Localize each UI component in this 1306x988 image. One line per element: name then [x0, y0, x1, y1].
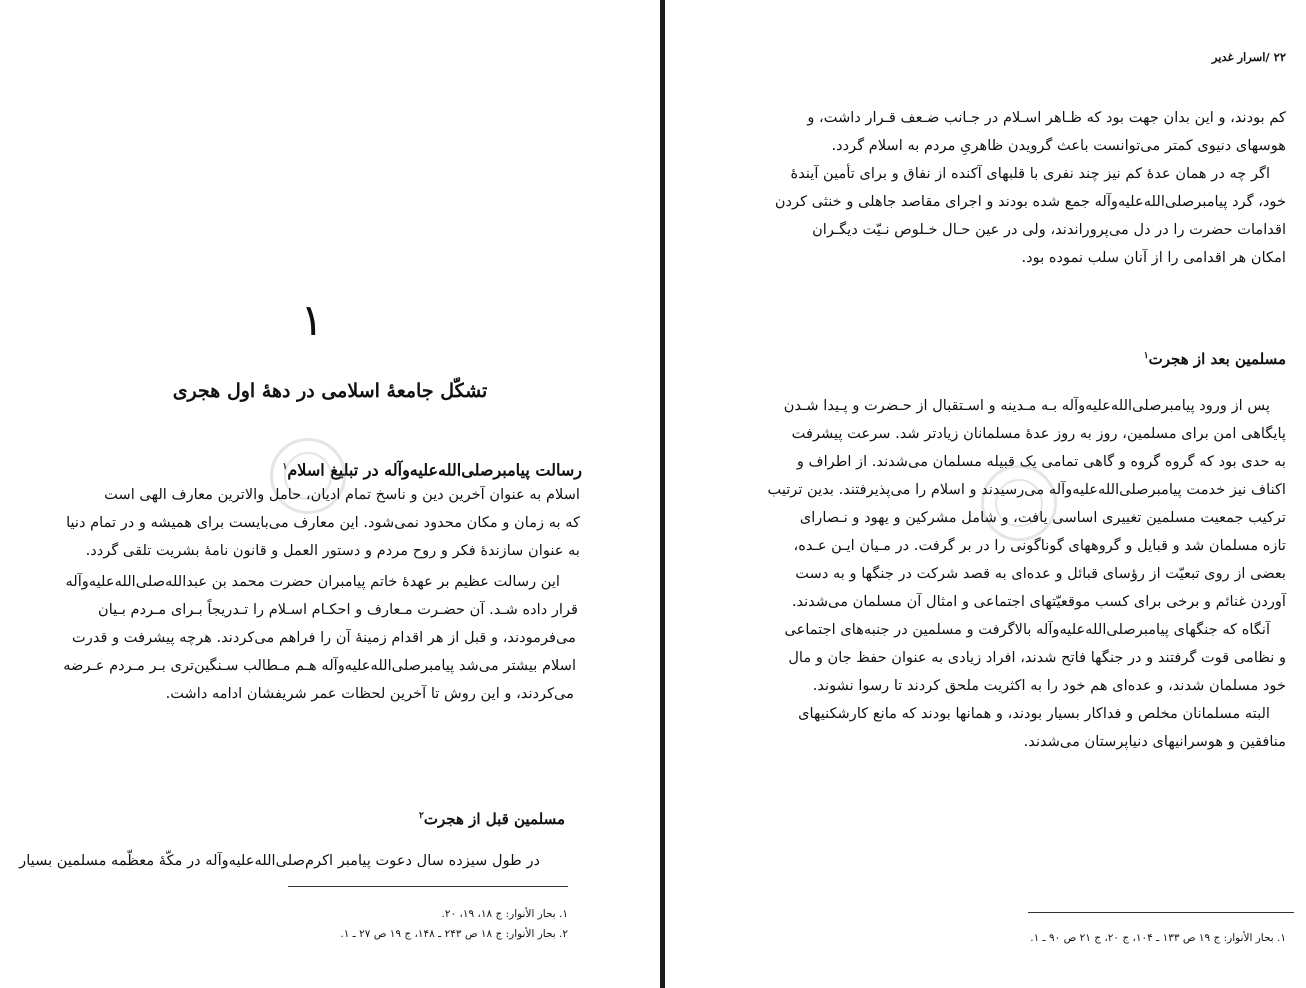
running-head: ۲۲ /اسرار غدیر — [1211, 50, 1286, 64]
paragraph-line: پایگاهی امن برای مسلمین، روز به روز عدهٔ مسلمانان زیادتر شد. سرعت پیشرفت — [791, 425, 1286, 442]
paragraph-line: پس از ورود پیامبرصلی‌الله‌علیه‌وآله بـه مـدینه و اسـتقبال از حـضرت و پـیدا شـدن — [783, 397, 1270, 414]
paragraph-line: منافقین و هوسرانیهای دنیاپرستان می‌شدند. — [1023, 733, 1286, 750]
book-spine-divider — [660, 0, 665, 988]
paragraph-line: بعضی از روی تبعیّت از رؤسای قبائل و عده‌ای به قصد شرکت در جنگها و به دست — [795, 565, 1286, 582]
section-heading-text: مسلمین بعد از هجرت — [1148, 350, 1286, 368]
paragraph-line: امکان هر اقدامی را از آنان سلب نموده بود. — [1021, 249, 1286, 266]
paragraph-line: خود، گرد پیامبرصلی‌الله‌علیه‌وآله جمع شده بودند و اجرای مقاصد جاهلی و خنثی کردن — [774, 193, 1286, 210]
paragraph-line: اسلام بیشتر می‌شد پیامبرصلی‌الله‌علیه‌وآله هـم مـطالب سـنگین‌تری بـر مـردم عـرضه — [63, 657, 576, 674]
footnote-marker: ۲ — [419, 811, 424, 821]
paragraph-line: قرار داده شـد. آن حضـرت مـعارف و احکـام اسـلام را تـدریجاً بـرای مـردم بـیان — [98, 601, 578, 618]
paragraph-line: اقدامات حضرت را در دل می‌پروراندند، ولی در عین حـال خـلوص نـیّت دیگـران — [812, 221, 1286, 238]
chapter-number: ۱ — [300, 295, 324, 346]
section-heading-after-hijra — [1144, 345, 1286, 370]
paragraph-line: ترکیب جمعیت مسلمین تغییری اساسی یافت، و شامل مشرکین و یهود و نـصارای — [799, 509, 1286, 526]
paragraph-line: در طول سیزده سال دعوت پیامبر اکرم‌صلی‌الله‌علیه‌وآله در مکّهٔ معظّمه مسلمین بسیار — [19, 852, 540, 869]
paragraph-line: آوردن غنائم و برخی برای کسب موقعیّتهای اجتماعی و امثال آن مسلمان می‌شدند. — [791, 593, 1286, 610]
paragraph-line: اسلام به عنوان آخرین دین و ناسخ تمام ادیان، حامل والاترین معارف الهی است — [104, 486, 580, 503]
footnote: ۱. بحار الأنوار: ج ۱۹ ص ۱۳۳ ـ ۱۰۴، ج ۲۰، ج ۲۱ ص ۹۰ ـ ۱. — [1030, 932, 1286, 944]
footnote-marker: ۱ — [282, 462, 288, 472]
paragraph-line: هوسهای دنیوی کمتر می‌توانست باعث گرویدن ظاهریِ مردم به اسلام گردد. — [831, 137, 1286, 154]
paragraph-line: و نظامی قوت گرفتند و در جنگها فاتح شدند، افراد زیادی به عنوان حفظ جان و مال — [788, 649, 1286, 666]
paragraph-line: تازه مسلمان شد و قبایل و گروههای گوناگونی را در بر گرفت. در مـیان ایـن عـده، — [793, 537, 1286, 554]
paragraph-line: می‌فرمودند، و قبل از هر اقدام زمینهٔ آن را فراهم می‌کردند. هرچه پیشرفت و قدرت — [72, 629, 576, 646]
paragraph-line: کم بودند، و این بدان جهت بود که ظـاهر اسـلام در جـانب ضـعف قـرار داشت، و — [807, 109, 1286, 126]
paragraph-line: که به زمان و مکان محدود نمی‌شود. این معارف می‌بایست برای همیشه و در تمام دنیا — [66, 514, 580, 531]
watermark-seal-icon — [981, 465, 1057, 541]
footnote-separator — [1028, 912, 1294, 913]
footnote: ۱. بحار الأنوار: ج ۱۸، ۱۹، ۲۰. — [441, 908, 568, 920]
section-heading-text: مسلمین قبل از هجرت — [423, 810, 565, 828]
footnote-marker: ۱ — [1143, 351, 1149, 361]
paragraph-line: اکناف نیز خدمت پیامبرصلی‌الله‌علیه‌وآله می‌رسیدند و اسلام را می‌پذیرفتند. بدین ترتیب — [767, 481, 1286, 498]
paragraph-line: این رسالت عظیم بر عهدهٔ خاتم پیامبران حضرت محمد بن عبدالله‌صلی‌الله‌علیه‌وآله — [65, 573, 560, 590]
footnote-separator — [288, 886, 568, 887]
paragraph-line: البته مسلمانان مخلص و فداکار بسیار بودند، و همانها بودند که مانع کارشکنیهای — [798, 705, 1270, 722]
paragraph-line: می‌کردند، و این روش تا آخرین لحظات عمر شریفشان ادامه داشت. — [165, 685, 574, 702]
footnote: ۲. بحار الأنوار: ج ۱۸ ص ۲۴۳ ـ ۱۴۸، ج ۱۹ ص ۲۷ ـ ۱. — [340, 928, 568, 940]
paragraph-line: آنگاه که جنگهای پیامبرصلی‌الله‌علیه‌وآله بالاگرفت و مسلمین در جنبه‌های اجتماعی — [784, 621, 1270, 638]
right-page — [666, 0, 1306, 988]
paragraph-line: به حدی بود که گروه گروه و گاهی تمامی یک قبیله مسلمان می‌شدند. از اطراف و — [796, 453, 1286, 470]
section-heading-before-hijra — [419, 805, 565, 830]
paragraph-line: خود مسلمان شدند، و عده‌ای هم خود را به اکثریت ملحق کردند تا رسوا نشوند. — [812, 677, 1286, 694]
paragraph-line: اگر چه در همان عدهٔ کم نیز چند نفری با قلبهای آکنده از نفاق و برای تأمین آیندهٔ — [790, 165, 1270, 182]
section-heading-text: رسالت پیامبرصلی‌الله‌علیه‌وآله در تبلیغ اسلام — [287, 460, 582, 480]
paragraph-line: به عنوان سازندهٔ فکر و روح مردم و دستور العمل و قانون نامهٔ بشریت تلقی گردد. — [85, 542, 580, 559]
chapter-title: تشکّل جامعهٔ اسلامی در دههٔ اول هجری — [172, 380, 488, 402]
